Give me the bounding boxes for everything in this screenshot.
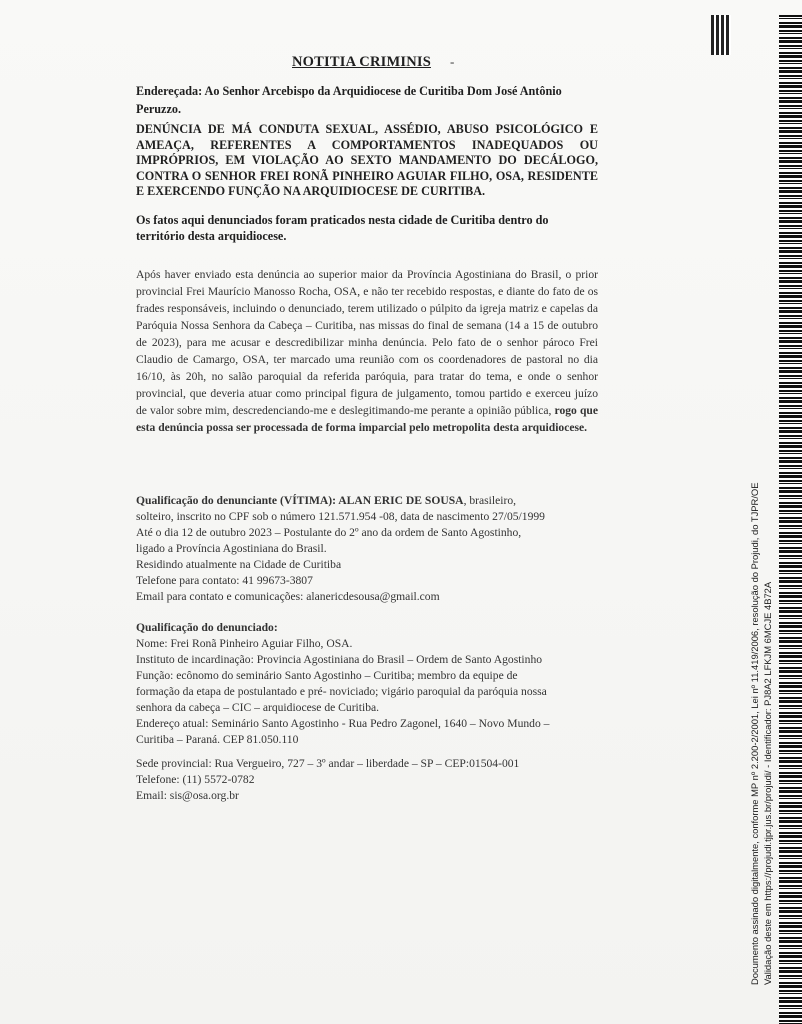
victim-qualification	[136, 493, 598, 605]
accused-qualification	[136, 620, 598, 748]
victim-line: solteiro, inscrito no CPF sob o número 121.571.954 -08, data de nascimento 27/05/1999	[136, 510, 545, 523]
victim-nationality: , brasileiro,	[463, 494, 517, 507]
title-mark: -	[450, 54, 455, 69]
victim-label: Qualificação do denunciante (VÍTIMA): ALAN ERIC DE SOUSA	[136, 494, 464, 507]
facts-paragraph: Os fatos aqui denunciados foram praticados nesta cidade de Curitiba dentro do território desta arquidiocese.	[136, 213, 549, 243]
accused-line: Função: ecônomo do seminário Santo Agostinho – Curitiba; membro da equipe de	[136, 669, 518, 682]
digital-signature-stamp	[748, 483, 774, 985]
provincial-headquarters	[136, 756, 598, 804]
accused-line: senhora da cabeça – CIC – arquidiocese de Curitiba.	[136, 701, 380, 714]
accused-line: Endereço atual: Seminário Santo Agostinho - Rua Pedro Zagonel, 1640 – Novo Mundo –	[136, 717, 550, 730]
address-label: Endereçada:	[136, 84, 203, 98]
stamp-line-1: Documento assinado digitalmente, conforme MP nº 2.200-2/2001, Lei nº 11.419/2006, resolução do Projudi, do TJPR/OE	[749, 482, 760, 985]
victim-line: Residindo atualmente na Cidade de Curitiba	[136, 558, 342, 571]
accused-label: Qualificação do denunciado:	[136, 621, 278, 634]
address-text: Ao Senhor Arcebispo da Arquidiocese de Curitiba Dom José Antônio Peruzzo.	[136, 84, 562, 116]
body-text: Após haver enviado esta denúncia ao superior maior da Província Agostiniana do Brasil, o prior provincial Frei Maurício Manosso Rocha, OSA, e não ter recebido respostas, e diante do fato de os frades responsáveis, incluindo o denunciado, terem utilizado o púlpito da igreja matriz e capelas da Paróquia Nossa Senhora da Cabeça – Curitiba, nas missas do final de semana (14 a 15 de outubro de 2023), para me acusar e descredibilizar minha denúncia. Pelo fato de o senhor pároco Frei Claudio de Camargo, OSA, ter marcado uma reunião com os coordenadores de pastoral no dia 16/10, às 20h, no salão paroquial da referida paróquia, para tratar do tema, e onde o senhor provincial, que deveria atuar como principal figura de julgamento, tomou partido e exerceu juízo de valor sobre mim, descredenciando-me e deslegitimando-me perante a opinião pública,	[136, 268, 598, 417]
stamp-line-2: Validação deste em https://projudi.tjpr.jus.br/projudi/ - Identificador: PJ8A2 LFKJM 6MCJE 4B72A	[762, 581, 773, 985]
main-body-paragraph	[136, 266, 598, 436]
sede-phone: Telefone: (11) 5572-0782	[136, 773, 255, 786]
document-title: NOTITIA CRIMINIS	[292, 54, 431, 70]
accused-line: Nome: Frei Ronã Pinheiro Aguiar Filho, OSA.	[136, 637, 353, 650]
body-request-text: rogo que esta denúncia possa ser processada de forma imparcial pelo metropolita desta arquidiocese.	[136, 404, 598, 434]
sede-address: Sede provincial: Rua Vergueiro, 727 – 3º andar – liberdade – SP – CEP:01504-001	[136, 757, 520, 770]
accusation-heading: DENÚNCIA DE MÁ CONDUTA SEXUAL, ASSÉDIO, ABUSO PSICOLÓGICO E AMEAÇA, REFERENTES A COMPORTAMENTOS INADEQUADOS OU IMPRÓPRIOS, EM VIOLAÇÃO AO SEXTO MANDAMENTO DO DECÁLOGO, CONTRA O SENHOR FREI RONÃ PINHEIRO AGUIAR FILHO, OSA, RESIDENTE E EXERCENDO FUNÇÃO NA ARQUIDIOCESE DE CURITIBA.	[136, 122, 598, 198]
corner-barcode-mark	[711, 15, 731, 55]
accused-line: formação da etapa de postulantado e pré- noviciado; vigário paroquial da paróquia nossa	[136, 685, 547, 698]
address-paragraph	[136, 82, 598, 118]
victim-email: Email para contato e comunicações: alanericdesousa@gmail.com	[136, 590, 440, 603]
accused-line: Curitiba – Paraná. CEP 81.050.110	[136, 733, 299, 746]
accused-line: Instituto de incardinação: Provincia Agostiniana do Brasil – Ordem de Santo Agostinho	[136, 653, 543, 666]
victim-phone: Telefone para contato: 41 99673-3807	[136, 574, 313, 587]
side-barcode	[779, 15, 802, 1024]
sede-email: Email: sis@osa.org.br	[136, 789, 239, 802]
victim-line: ligado a Província Agostiniana do Brasil.	[136, 542, 327, 555]
victim-line: Até o dia 12 de outubro 2023 – Postulante do 2º ano da ordem de Santo Agostinho,	[136, 526, 522, 539]
